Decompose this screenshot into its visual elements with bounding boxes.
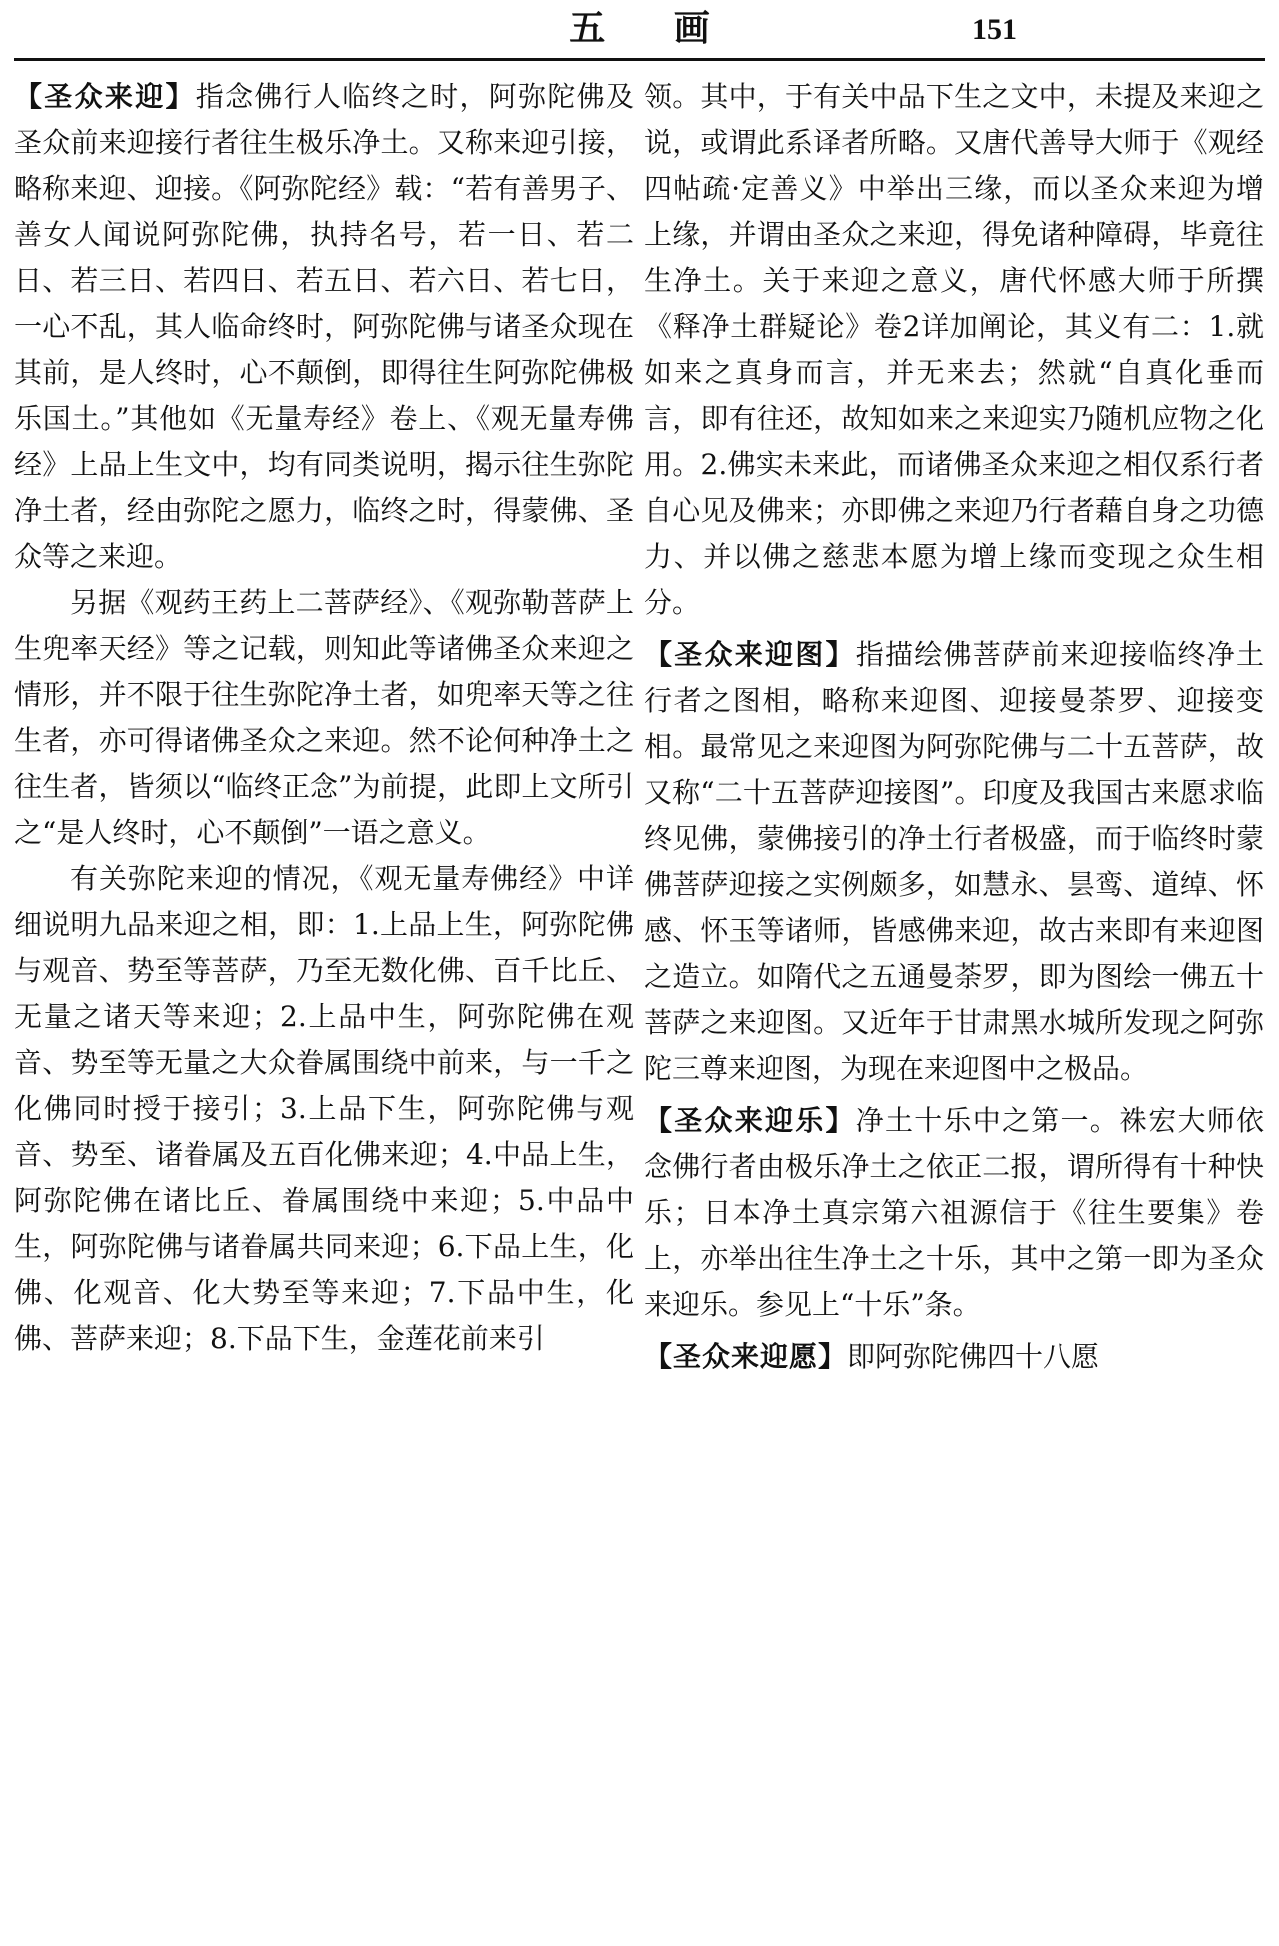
entry-headword: 【圣众来迎乐】 bbox=[644, 1104, 856, 1137]
entry-paragraph bbox=[644, 1098, 1264, 1328]
entry-paragraph bbox=[644, 632, 1264, 1092]
entry-paragraph bbox=[14, 74, 634, 580]
left-column bbox=[14, 74, 634, 1362]
entry-paragraph bbox=[644, 1334, 1264, 1380]
entry-text: 指描绘佛菩萨前来迎接临终净土行者之图相，略称来迎图、迎接曼荼罗、迎接变相。最常见之来迎图为阿弥陀佛与二十五菩萨，故又称“二十五菩萨迎接图”。印度及我国古来愿求临终见佛，蒙佛接引的净土行者极盛，而于临终时蒙佛菩萨迎接之实例颇多，如慧永、昙鸾、道绰、怀感、怀玉等诸师，皆感佛来迎，故古来即有来迎图之造立。如隋代之五通曼荼罗，即为图绘一佛五十菩萨之来迎图。又近年于甘肃黑水城所发现之阿弥陀三尊来迎图，为现在来迎图中之极品。 bbox=[644, 638, 1264, 1085]
entry-text: 即阿弥陀佛四十八愿 bbox=[847, 1340, 1100, 1373]
entry-text: 净土十乐中之第一。袾宏大师依念佛行者由极乐净土之依正二报，谓所得有十种快乐；日本净土真宗第六祖源信于《往生要集》卷上，亦举出往生净土之十乐，其中之第一即为圣众来迎乐。参见上“十乐”条。 bbox=[644, 1104, 1264, 1321]
entry-paragraph: 有关弥陀来迎的情况，《观无量寿佛经》中详细说明九品来迎之相，即：1.上品上生，阿弥陀佛与观音、势至等菩萨，乃至无数化佛、百千比丘、无量之诸天等来迎；2.上品中生，阿弥陀佛在观音、势至等无量之大众眷属围绕中前来，与一千之化佛同时授于接引；3.上品下生，阿弥陀佛与观音、势至、诸眷属及五百化佛来迎；4.中品上生，阿弥陀佛在诸比丘、眷属围绕中来迎；5.中品中生，阿弥陀佛与诸眷属共同来迎；6.下品上生，化佛、化观音、化大势至等来迎；7.下品中生，化佛、菩萨来迎；8.下品下生，金莲花前来引 bbox=[14, 862, 634, 1355]
entry-headword: 【圣众来迎愿】 bbox=[644, 1340, 848, 1373]
header-rule bbox=[14, 58, 1265, 61]
entry-paragraph-continued: 领。其中，于有关中品下生之文中，未提及来迎之说，或谓此系译者所略。又唐代善导大师于《观经四帖疏·定善义》中举出三缘，而以圣众来迎为增上缘，并谓由圣众之来迎，得免诸种障碍，毕竟往生净土。关于来迎之意义，唐代怀感大师于所撰《释净土群疑论》卷2详加阐论，其义有二：1.就如来之真身而言，并无来去；然就“自真化垂而言，即有往还，故知如来之来迎实乃随机应物之化用。2.佛实未来此，而诸佛圣众来迎之相仅系行者自心见及佛来；亦即佛之来迎乃行者藉自身之功德力、并以佛之慈悲本愿为增上缘而变现之众生相分。 bbox=[644, 80, 1264, 619]
right-column bbox=[644, 74, 1264, 1380]
entry-text: 指念佛行人临终之时，阿弥陀佛及圣众前来迎接行者往生极乐净土。又称来迎引接，略称来迎、迎接。《阿弥陀经》载：“若有善男子、善女人闻说阿弥陀佛，执持名号，若一日、若二日、若三日、若四日、若五日、若六日、若七日，一心不乱，其人临命终时，阿弥陀佛与诸圣众现在其前，是人终时，心不颠倒，即得往生阿弥陀佛极乐国土。”其他如《无量寿经》卷上、《观无量寿佛经》上品上生文中，均有同类说明，揭示往生弥陀净土者，经由弥陀之愿力，临终之时，得蒙佛、圣众等之来迎。 bbox=[14, 80, 634, 573]
page-number: 151 bbox=[972, 13, 1017, 46]
running-header-title: 五 画 bbox=[569, 7, 738, 49]
entry-headword: 【圣众来迎图】 bbox=[644, 638, 856, 671]
entry-paragraph: 另据《观药王药上二菩萨经》、《观弥勒菩萨上生兜率天经》等之记载，则知此等诸佛圣众来迎之情形，并不限于往生弥陀净土者，如兜率天等之往生者，亦可得诸佛圣众之来迎。然不论何种净土之往生者，皆须以“临终正念”为前提，此即上文所引之“是人终时，心不颠倒”一语之意义。 bbox=[14, 586, 634, 849]
entry-headword: 【圣众来迎】 bbox=[14, 80, 196, 113]
page-header bbox=[0, 0, 1279, 62]
